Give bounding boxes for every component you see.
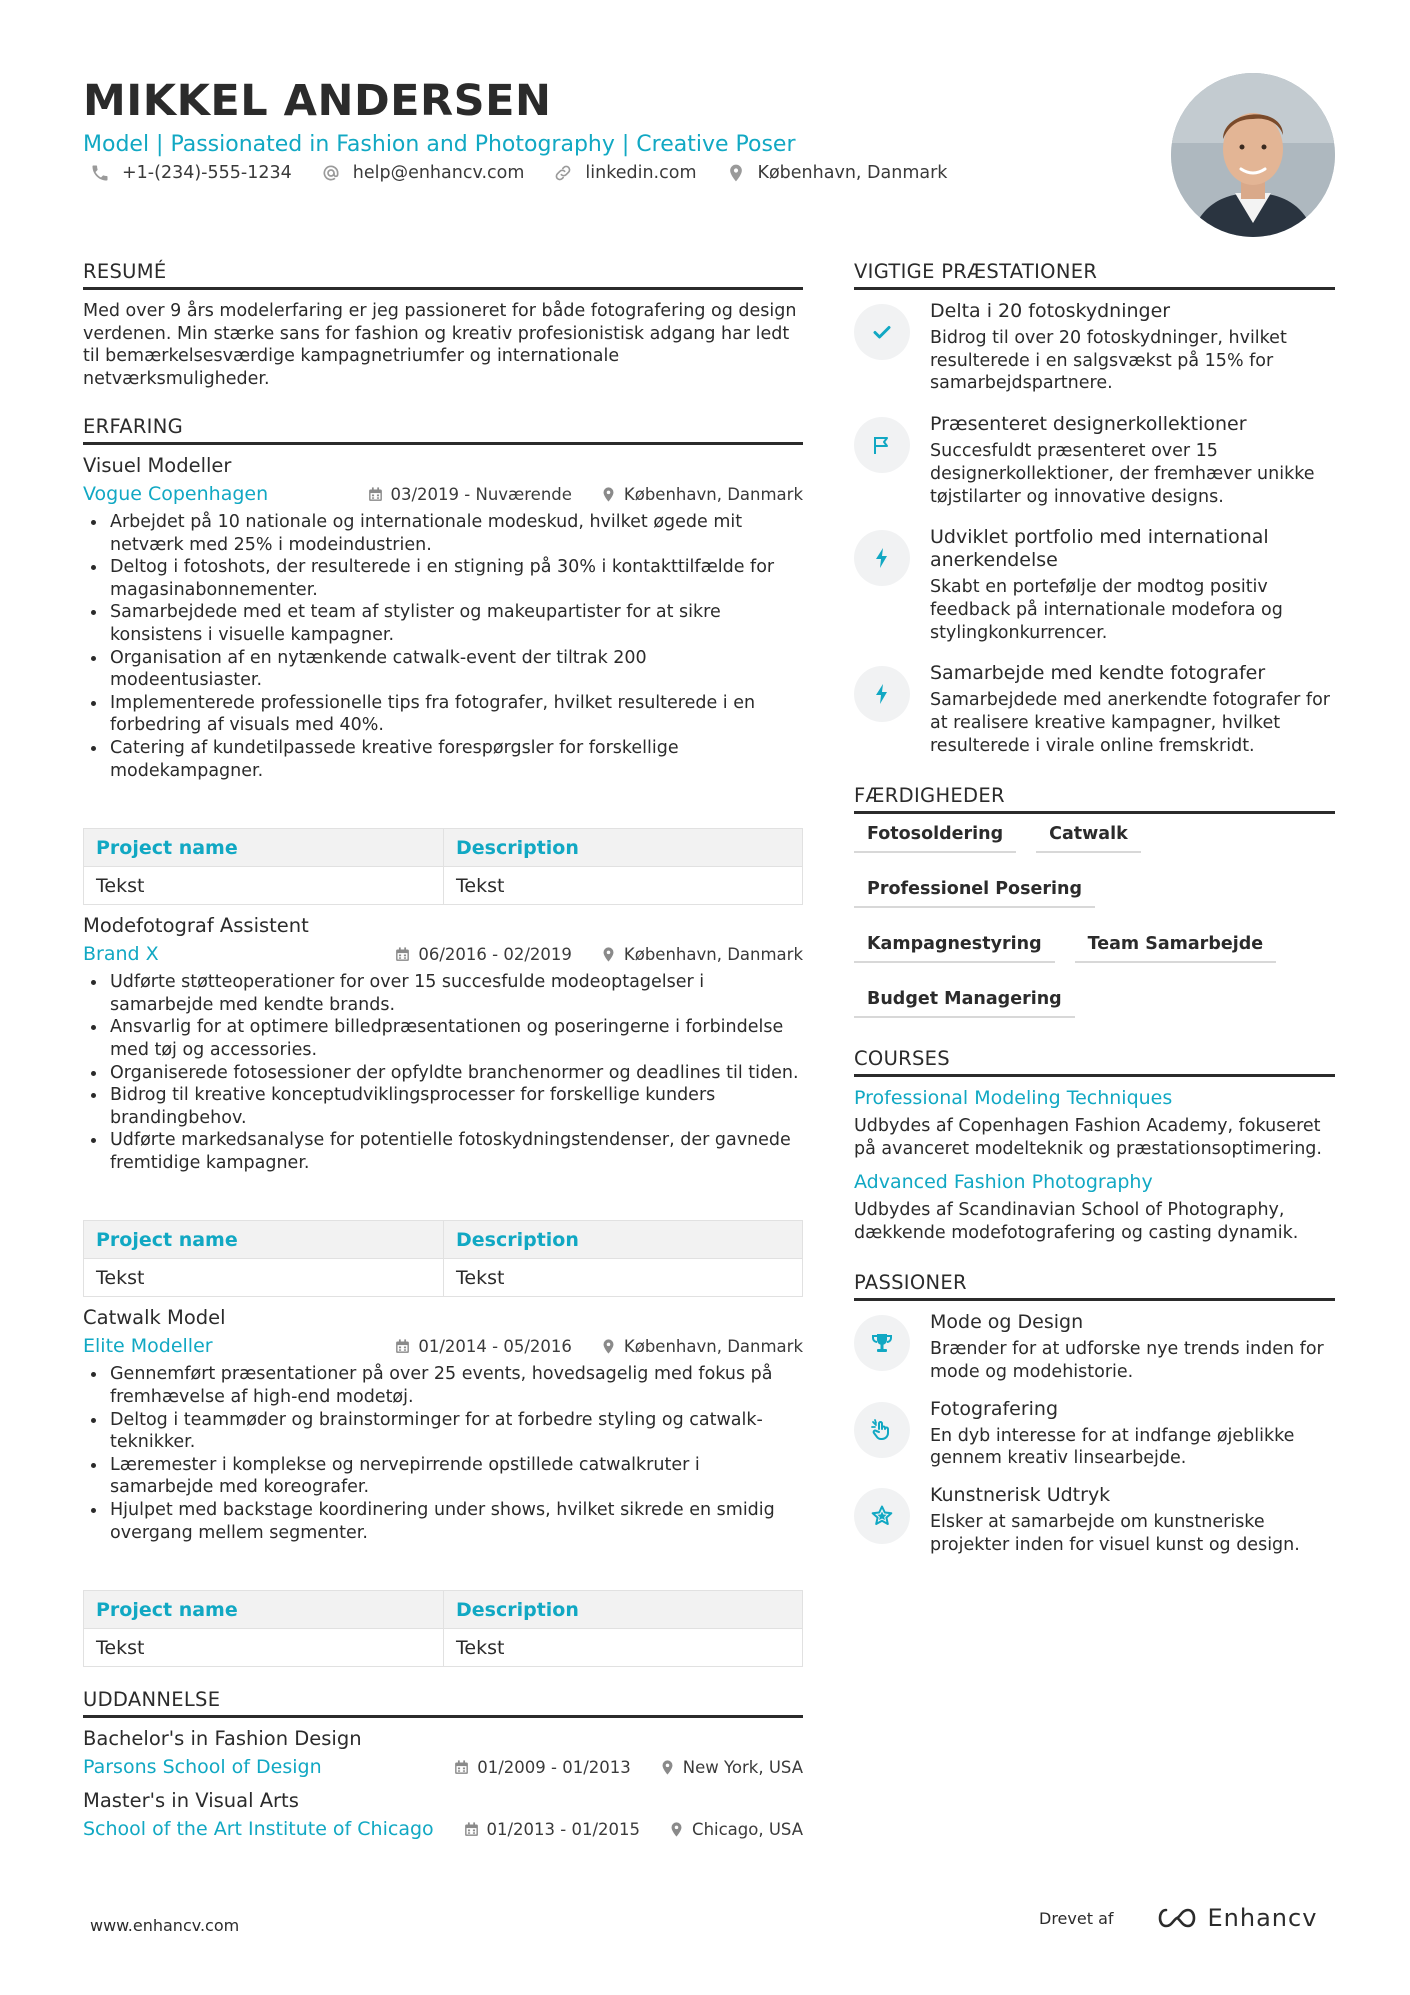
list-item: Hjulpet med backstage koordinering under shows, hvilket sikrede en smidig overgang mellem segmenter. [83,1499,803,1544]
table-cell: Tekst [444,1259,803,1297]
school-name[interactable]: School of the Art Institute of Chicago [83,1818,434,1841]
table-row [84,1629,803,1667]
left-column [83,259,803,1842]
course-text: Udbydes af Scandinavian School of Photography, dækkende modefotografering og casting dynamik. [854,1199,1299,1243]
education-dates [463,1820,641,1839]
achievements-section-title: VIGTIGE PRÆSTATIONER [854,259,1335,290]
list-item: Arbejdet på 10 nationale og internationale modeskud, hvilket øgede mit netværk med 25% i modeindustrien. [83,511,803,556]
list-item: Samarbejdede med et team af stylister og makeupartister for at sikre konsistens i visuelle kampagner. [83,601,803,646]
checkmark-icon [870,320,894,344]
education-entry [83,1726,803,1780]
table-row [84,867,803,905]
achievement-title: Samarbejde med kendte fotografer [930,662,1266,685]
course-title[interactable]: Advanced Fashion Photography [854,1170,1153,1193]
job-meta [83,481,803,507]
company-name[interactable]: Vogue Copenhagen [83,483,269,505]
list-item: Bidrog til kreative konceptudviklingsprocesser for forskellige kunders brandingbehov. [83,1084,803,1129]
table-header-cell: Description [444,1591,803,1629]
contact-email[interactable] [321,163,525,183]
enhancv-brand-text: Enhancv [1207,1904,1318,1932]
passion-title: Kunstnerisk Udtryk [930,1484,1111,1507]
education-location [668,1820,803,1839]
passion-title: Mode og Design [930,1311,1084,1334]
location-pin-icon [726,163,746,183]
passion-title: Fotografering [930,1397,1059,1420]
calendar-icon [394,1338,411,1355]
job-dates-text: 01/2014 - 05/2016 [418,1336,572,1356]
education-meta [83,1816,803,1842]
experience-entry [83,453,803,905]
lightning-icon [870,682,894,706]
achievement-title: Præsenteret designerkollektioner [930,413,1247,436]
hand-pointer-icon [870,1418,894,1442]
job-title: Catwalk Model [83,1306,226,1330]
education-location [659,1758,803,1777]
list-item: Gennemført præsentationer på over 25 events, hovedsagelig med fokus på fremhævelse af high-end modetøj. [83,1363,803,1408]
skill-tag: Professionel Posering [854,875,1095,908]
contact-linkedin[interactable] [553,163,696,183]
achievement-text: Bidrog til over 20 fotoskydninger, hvilket resulterede i en salgsvækst på 15% for samarbejdspartnere. [930,328,1287,394]
contact-phone [90,163,292,183]
enhancv-logo-icon [1154,1905,1200,1931]
job-location [600,485,803,504]
job-dates-text: 03/2019 - Nuværende [390,484,572,504]
course-item [854,1086,1335,1160]
summary-section-title: RESUMÉ [83,259,803,290]
course-item [854,1170,1335,1244]
trophy-icon [870,1331,894,1355]
achievement-body [930,300,1335,395]
location-pin-icon [600,946,617,963]
lightning-icon [870,546,894,570]
achievement-text: Succesfuldt præsenteret over 15 designerkollektioner, der fremhæver unikke tøjstilarter og innovative designs. [930,441,1315,507]
table-header-cell: Description [444,829,803,867]
achievement-icon-badge [854,530,910,586]
skill-tag: Kampagnestyring [854,930,1055,963]
achievement-icon-badge [854,666,910,722]
achievement-item [854,413,1335,508]
passion-text: En dyb interesse for at indfange øjeblikke gennem kreativ linsearbejde. [930,1425,1295,1469]
skills-section-title: FÆRDIGHEDER [854,783,1335,814]
summary-text: Med over 9 års modelerfaring er jeg passioneret for både fotografering og design verdenen. Min stærke sans for fashion og kreativ profesionistisk adgang har ledt til bemærkelsesværdige kampagnetriumfer og internationale netværksmuligheder. [83,301,797,389]
star-icon [870,1504,894,1528]
table-header-row [84,1591,803,1629]
list-item: Implementerede professionelle tips fra fotografer, hvilket resulterede i en forbedring af visuals med 40%. [83,692,803,737]
course-title[interactable]: Professional Modeling Techniques [854,1087,1173,1110]
list-item: Ansvarlig for at optimere billedpræsentationen og poseringerne i forbindelse med tøj og accessories. [83,1016,803,1061]
achievement-item [854,300,1335,395]
candidate-subtitle: Model | Passionated in Fashion and Photography | Creative Poser [83,132,796,157]
contact-linkedin-text: linkedin.com [585,163,697,183]
skill-tag: Team Samarbejde [1075,930,1277,963]
experience-section-title: ERFARING [83,414,803,445]
degree-title: Bachelor's in Fashion Design [83,1727,362,1751]
job-bullets [83,1363,803,1544]
list-item: Organiserede fotosessioner der opfyldte branchenormer og deadlines til tiden. [83,1062,803,1085]
project-table [83,828,803,905]
project-table [83,1590,803,1667]
footer-website[interactable]: www.enhancv.com [90,1916,240,1935]
job-location [600,1337,803,1356]
table-cell: Tekst [444,867,803,905]
job-dates-text: 06/2016 - 02/2019 [418,944,572,964]
achievement-title: Udviklet portfolio med international anerkendelse [930,526,1269,572]
job-location [600,945,803,964]
list-item: Catering af kundetilpassede kreative forespørgsler for forskellige modekampagner. [83,737,803,782]
job-meta [83,941,803,967]
at-icon [321,163,341,183]
passion-body [930,1398,1335,1470]
passion-body [930,1484,1335,1556]
right-column [854,259,1335,1556]
contact-email-text: help@enhancv.com [352,163,525,183]
table-header-cell: Project name [84,1591,444,1629]
powered-by-label: Drevet af [1039,1908,1114,1928]
education-location-text: Chicago, USA [692,1819,803,1839]
experience-entry [83,913,803,1297]
job-bullets [83,971,803,1174]
contact-location [726,163,948,183]
passion-item [854,1398,1335,1470]
candidate-name: MIKKEL ANDERSEN [83,76,552,126]
job-location-text: København, Danmark [623,944,803,964]
courses-section-title: COURSES [854,1046,1335,1077]
passion-icon-badge [854,1488,910,1544]
table-cell: Tekst [84,1629,444,1667]
passion-icon-badge [854,1315,910,1371]
company-name[interactable]: Brand X [83,943,159,966]
achievement-icon-badge [854,417,910,473]
degree-title: Master's in Visual Arts [83,1789,299,1813]
skill-tag: Fotosoldering [854,820,1016,853]
achievement-body [930,526,1335,644]
school-name[interactable]: Parsons School of Design [83,1756,322,1779]
list-item: Organisation af en nytænkende catwalk-event der tiltrak 200 modeentusiaster. [83,647,803,692]
job-location-text: København, Danmark [623,484,803,504]
enhancv-logo[interactable] [1154,1904,1318,1932]
education-section-title: UDDANNELSE [83,1687,803,1718]
achievement-body [930,662,1335,757]
calendar-icon [463,1821,480,1838]
table-header-cell: Project name [84,1221,444,1259]
skills-list [854,820,1335,1040]
link-icon [553,163,573,183]
job-bullets [83,511,803,782]
passion-body [930,1311,1335,1383]
achievement-text: Samarbejdede med anerkendte fotografer for at realisere kreative kampagner, hvilket resulterede i virale online fremskridt. [930,690,1330,756]
profile-photo [1171,73,1335,237]
education-location-text: New York, USA [682,1757,803,1777]
course-text: Udbydes af Copenhagen Fashion Academy, fokuseret på avanceret modelteknik og præstationsoptimering. [854,1116,1322,1160]
table-cell: Tekst [444,1629,803,1667]
achievement-title: Delta i 20 fotoskydninger [930,300,1171,322]
job-dates [394,945,572,964]
education-entry [83,1788,803,1842]
location-pin-icon [668,1821,685,1838]
calendar-icon [367,486,384,503]
skill-tag: Catwalk [1036,820,1141,853]
profile-photo-illustration [1171,73,1335,237]
list-item: Deltog i teammøder og brainstorminger for at forbedre styling og catwalk-teknikker. [83,1409,803,1454]
company-name[interactable]: Elite Modeller [83,1335,213,1358]
job-dates [367,485,572,504]
passion-text: Elsker at samarbejde om kunstneriske projekter inden for visuel kunst og design. [930,1512,1300,1555]
achievement-text: Skabt en portefølje der modtog positiv feedback på internationale modefora og stylingkonkurrencer. [930,577,1283,643]
table-header-cell: Description [444,1221,803,1259]
contact-phone-text: +1-(234)-555-1234 [122,163,292,183]
table-header-row [84,829,803,867]
education-dates-text: 01/2013 - 01/2015 [486,1819,641,1839]
achievement-item [854,526,1335,644]
achievement-item [854,662,1335,757]
passion-item [854,1484,1335,1556]
education-dates-text: 01/2009 - 01/2013 [477,1757,631,1777]
calendar-icon [394,946,411,963]
passion-text: Brænder for at udforske nye trends inden for mode og modehistorie. [930,1339,1324,1382]
calendar-icon [453,1759,470,1776]
job-title: Modefotograf Assistent [83,914,309,938]
project-table [83,1220,803,1297]
job-meta [83,1333,803,1359]
contact-bar [90,163,976,183]
job-dates [394,1337,572,1356]
achievement-icon-badge [854,304,910,360]
education-dates [453,1758,631,1777]
list-item: Læremester i komplekse og nervepirrende opstillede catwalkruter i samarbejde med koreografer. [83,1454,803,1499]
table-cell: Tekst [84,867,444,905]
table-cell: Tekst [84,1259,444,1297]
passion-item [854,1311,1335,1383]
skill-tag: Budget Managering [854,985,1075,1018]
achievement-body [930,413,1335,508]
education-meta [83,1754,803,1780]
list-item: Udførte markedsanalyse for potentielle fotoskydningstendenser, der gavnede fremtidige kampagner. [83,1129,803,1174]
passion-icon-badge [854,1402,910,1458]
table-row [84,1259,803,1297]
list-item: Udførte støtteoperationer for over 15 succesfulde modeoptagelser i samarbejde med kendte brands. [83,971,803,1016]
job-title: Visuel Modeller [83,454,232,477]
footer-branding [1039,1904,1317,1932]
job-location-text: København, Danmark [623,1336,803,1356]
flag-icon [870,433,894,457]
contact-location-text: København, Danmark [757,163,948,183]
phone-icon [90,163,110,183]
passions-section-title: PASSIONER [854,1270,1335,1301]
location-pin-icon [600,1338,617,1355]
location-pin-icon [600,486,617,503]
list-item: Deltog i fotoshots, der resulterede i en stigning på 30% i kontakttilfælde for magasinabonnementer. [83,556,803,601]
table-header-row [84,1221,803,1259]
table-header-cell: Project name [84,829,444,867]
location-pin-icon [659,1759,676,1776]
experience-entry [83,1305,803,1667]
